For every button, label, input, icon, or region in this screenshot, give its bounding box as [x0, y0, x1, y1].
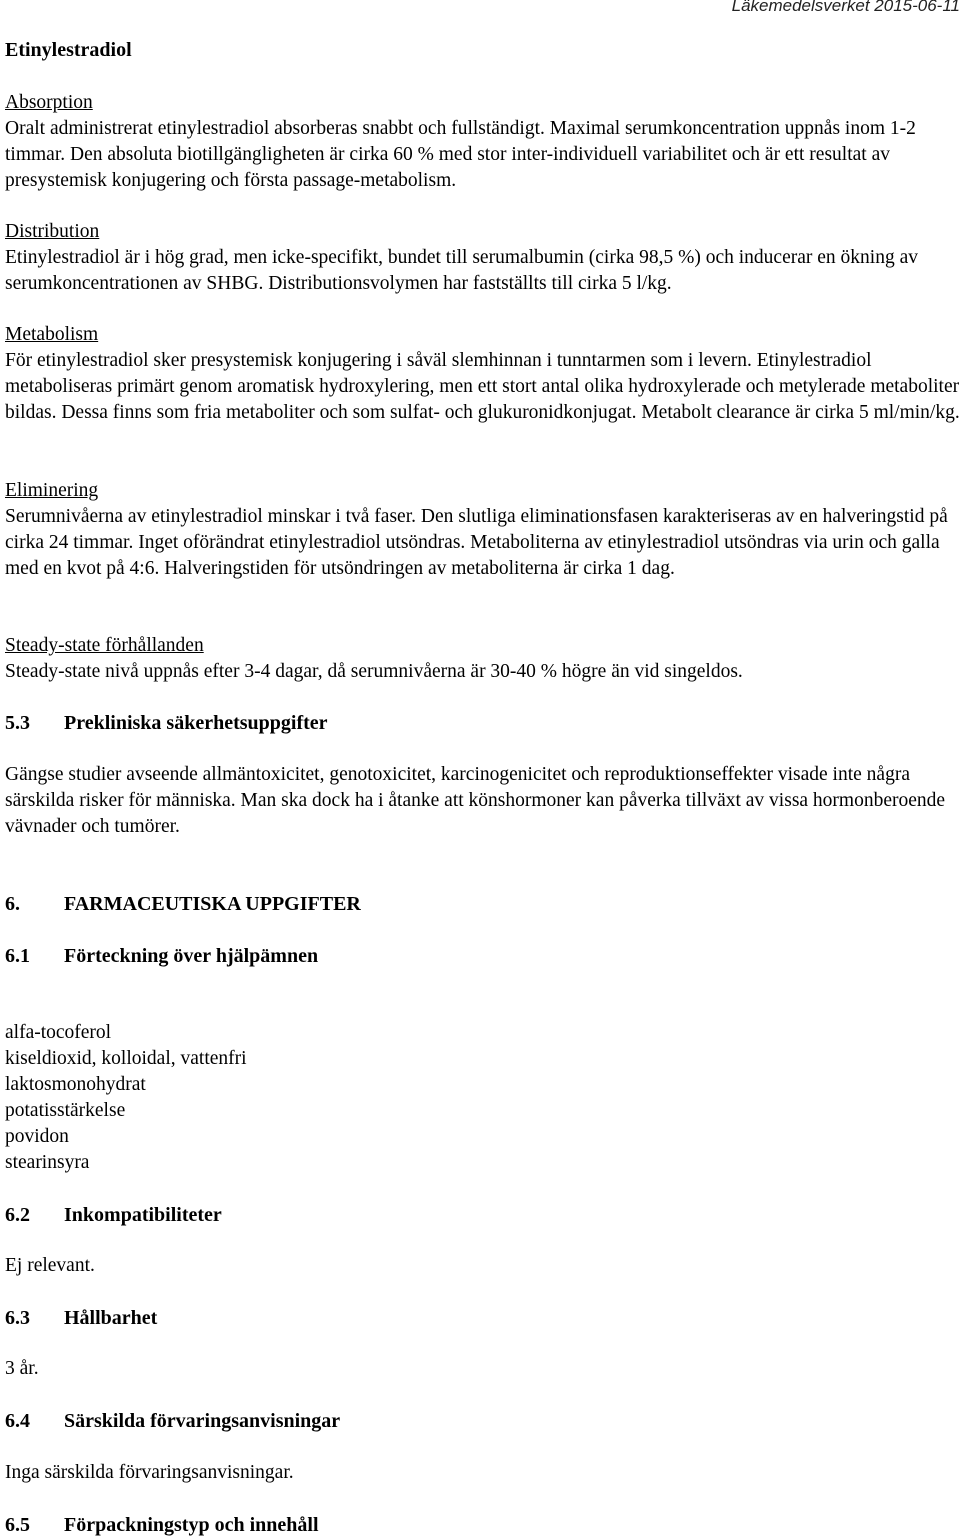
- elimination-heading: Eliminering: [5, 480, 99, 501]
- absorption-heading: Absorption: [5, 92, 93, 113]
- section-6-3-title: Hållbarhet: [64, 1307, 158, 1329]
- steady-state-text: Steady-state nivå uppnås efter 3-4 dagar, då serumnivåerna är 30-40 % högre än vid singeldos.: [5, 661, 743, 682]
- list-item: potatisstärkelse: [5, 1100, 126, 1121]
- steady-state-heading: Steady-state förhållanden: [5, 635, 204, 656]
- section-6-5-number: 6.5: [5, 1514, 30, 1536]
- section-6-4-number: 6.4: [5, 1410, 30, 1432]
- section-5-3-heading: [5, 710, 328, 736]
- section-6-3-number: 6.3: [5, 1307, 30, 1329]
- section-6-5-title: Förpackningstyp och innehåll: [64, 1514, 319, 1536]
- list-item: laktosmonohydrat: [5, 1074, 146, 1095]
- section-6-2-text: Ej relevant.: [5, 1255, 95, 1276]
- elimination-text: Serumnivåerna av etinylestradiol minskar i två faser. Den slutliga eliminationsfasen karakteriseras av en halveringstid på cirka 24 timmar. Inget oförändrat etinylestradiol utsöndras. Metaboliterna av etinylestradiol utsöndras via urin och galla med en kvot på 4:6. Halveringstiden för utsöndringen av metaboliterna är cirka 1 dag.: [5, 506, 948, 579]
- section-6-number: 6.: [5, 893, 20, 915]
- section-6-4-heading: [5, 1408, 340, 1434]
- section-6-5-heading: [5, 1512, 319, 1538]
- list-item: povidon: [5, 1126, 69, 1147]
- section-6-2-title: Inkompatibiliteter: [64, 1204, 222, 1226]
- page-title: Etinylestradiol: [5, 39, 132, 61]
- section-6-heading: [5, 891, 361, 917]
- list-item: alfa-tocoferol: [5, 1022, 112, 1043]
- section-6-title: FARMACEUTISKA UPPGIFTER: [64, 893, 361, 915]
- section-6-1-number: 6.1: [5, 945, 30, 967]
- list-item: kiseldioxid, kolloidal, vattenfri: [5, 1048, 247, 1069]
- excipient-list: [5, 1020, 247, 1176]
- distribution-heading: Distribution: [5, 221, 100, 242]
- section-6-1-title: Förteckning över hjälpämnen: [64, 945, 319, 967]
- section-5-3-text: Gängse studier avseende allmäntoxicitet, genotoxicitet, karcinogenicitet och reproduktionseffekter visade inte några särskilda risker för människa. Man ska dock ha i åtanke att könshormoner kan påverka tillväxt av vissa hormonberoende vävnader och tumörer.: [5, 764, 946, 837]
- absorption-text: Oralt administrerat etinylestradiol absorberas snabbt och fullständigt. Maximal serumkoncentration uppnås inom 1-2 timmar. Den absoluta biotillgängligheten är cirka 60 % med stor inter-individuell variabilitet och är ett resultat av presystemisk konjugering och första passage-metabolism.: [5, 118, 916, 191]
- page-header: Läkemedelsverket 2015-06-11: [731, 0, 960, 15]
- list-item: stearinsyra: [5, 1152, 90, 1173]
- section-6-1-heading: [5, 943, 318, 969]
- section-6-3-text: 3 år.: [5, 1358, 39, 1379]
- section-6-2-heading: [5, 1202, 222, 1228]
- section-6-4-title: Särskilda förvaringsanvisningar: [64, 1410, 341, 1432]
- metabolism-heading: Metabolism: [5, 324, 99, 345]
- section-5-3-title: Prekliniska säkerhetsuppgifter: [64, 712, 328, 734]
- section-6-3-heading: [5, 1305, 157, 1331]
- metabolism-text: För etinylestradiol sker presystemisk konjugering i såväl slemhinnan i tunntarmen som i levern. Etinylestradiol metaboliseras primärt genom aromatisk hydroxylering, men ett stort antal olika hydroxylerade och metylerade metaboliter bildas. Dessa finns som fria metaboliter och som sulfat- och glukuronidkonjugat. Metabolt clearance är cirka 5 ml/min/kg.: [5, 350, 960, 423]
- section-5-3-number: 5.3: [5, 712, 30, 734]
- section-6-2-number: 6.2: [5, 1204, 30, 1226]
- section-6-4-text: Inga särskilda förvaringsanvisningar.: [5, 1462, 294, 1483]
- distribution-text: Etinylestradiol är i hög grad, men icke-specifikt, bundet till serumalbumin (cirka 98,5 %) och inducerar en ökning av serumkoncentrationen av SHBG. Distributionsvolymen har fastställts till cirka 5 l/kg.: [5, 247, 918, 294]
